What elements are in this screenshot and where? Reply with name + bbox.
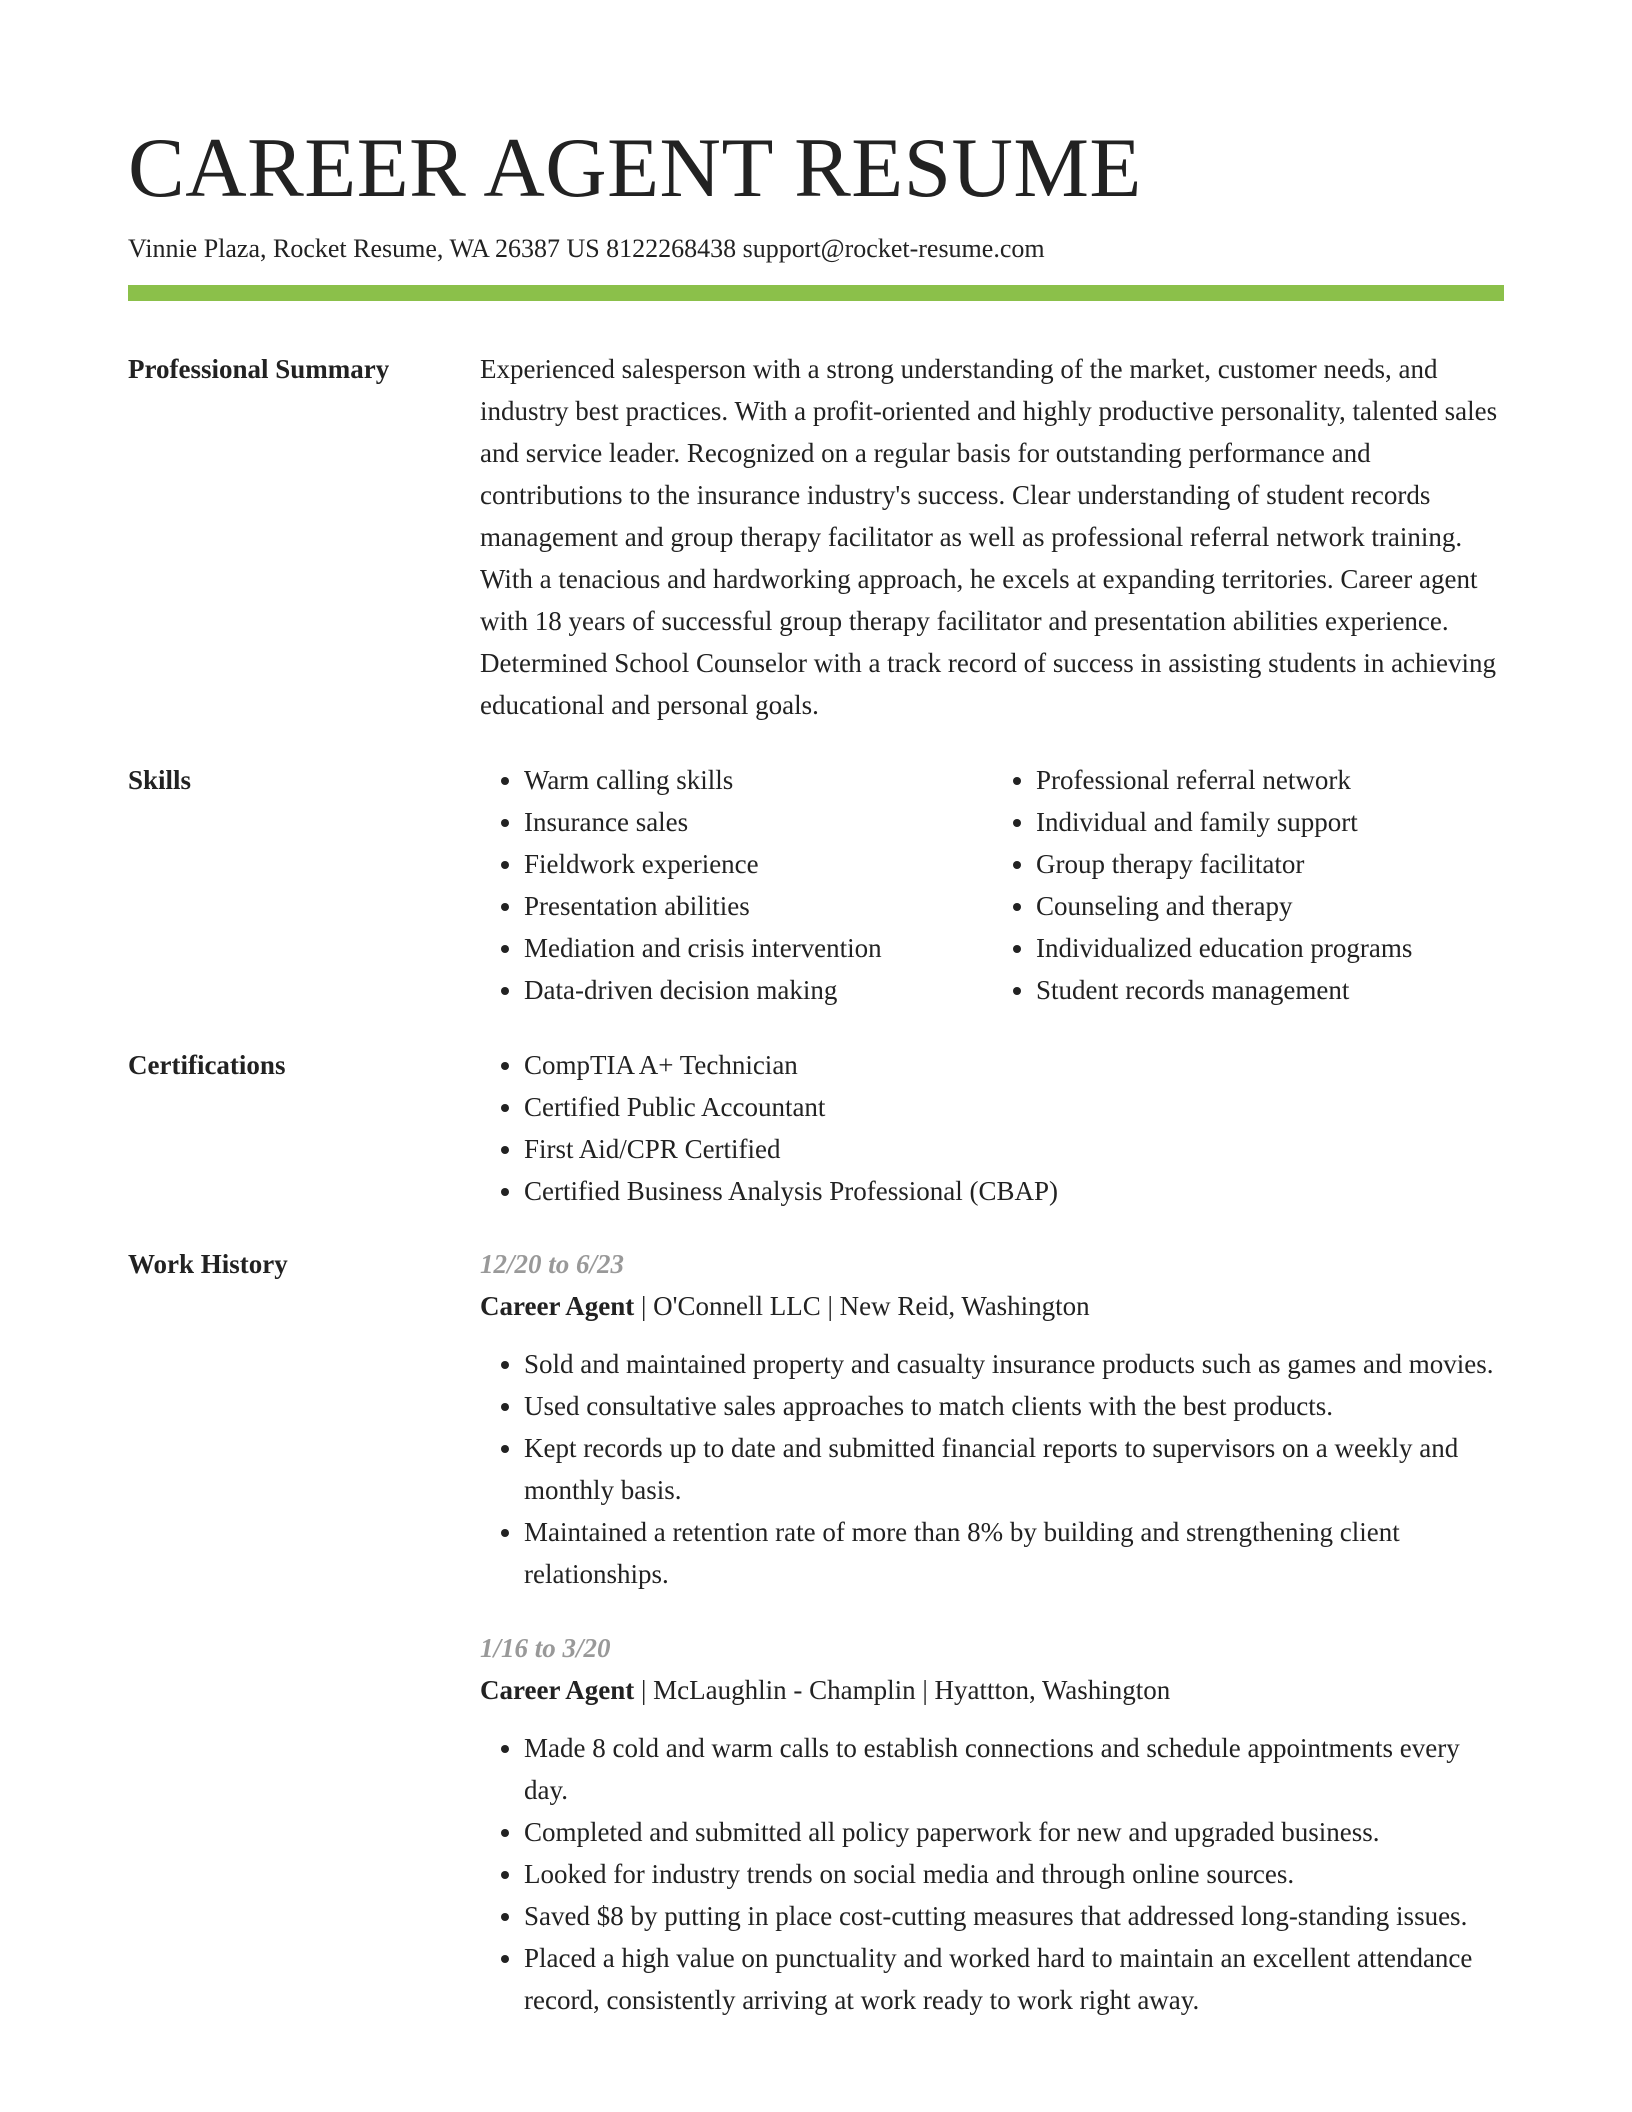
job-heading bbox=[480, 1285, 1504, 1327]
certification-item: • Certified Business Analysis Professional (CBAP) bbox=[524, 1170, 1504, 1212]
skill-item: • Data-driven decision making bbox=[524, 969, 992, 1011]
job-entry bbox=[480, 1627, 1504, 2021]
job-entry bbox=[480, 1243, 1504, 1595]
resume-title: CAREER AGENT RESUME bbox=[128, 121, 1142, 215]
certifications-list bbox=[480, 1044, 1504, 1212]
skills-list-left bbox=[480, 759, 992, 1011]
skill-item: • Student records management bbox=[1036, 969, 1504, 1011]
job-duty: • Completed and submitted all policy paperwork for new and upgraded business. bbox=[524, 1811, 1504, 1853]
skill-item: • Counseling and therapy bbox=[1036, 885, 1504, 927]
job-dates: 12/20 to 6/23 bbox=[480, 1249, 625, 1279]
accent-divider bbox=[128, 285, 1504, 301]
job-duties-list bbox=[480, 1727, 1504, 2021]
job-dates: 1/16 to 3/20 bbox=[480, 1633, 611, 1663]
job-duty: • Sold and maintained property and casualty insurance products such as games and movies. bbox=[524, 1343, 1504, 1385]
contact-line: Vinnie Plaza, Rocket Resume, WA 26387 US 8122268438 support@rocket-resume.com bbox=[128, 234, 1045, 263]
job-employer-location: | McLaughlin - Champlin | Hyattton, Washington bbox=[634, 1675, 1171, 1705]
skill-item: • Presentation abilities bbox=[524, 885, 992, 927]
skills-label: Skills bbox=[128, 765, 192, 795]
certifications-label: Certifications bbox=[128, 1050, 286, 1080]
job-heading bbox=[480, 1669, 1504, 1711]
certification-item: • Certified Public Accountant bbox=[524, 1086, 1504, 1128]
job-employer-location: | O'Connell LLC | New Reid, Washington bbox=[634, 1291, 1090, 1321]
skills-list-right bbox=[992, 759, 1504, 1011]
summary-text: Experienced salesperson with a strong understanding of the market, customer needs, and industry best practices. With a profit-oriented and highly productive personality, talented sales and service leader. Recognized on a regular basis for outstanding performance and contributions to the insurance industry's success. Clear understanding of student records management and group therapy facilitator as well as professional referral network training. With a tenacious and hardworking approach, he excels at expanding territories. Career agent with 18 years of successful group therapy facilitator and presentation abilities experience. Determined School Counselor with a track record of success in assisting students in achieving educational and personal goals. bbox=[480, 354, 1498, 720]
skill-item: • Individual and family support bbox=[1036, 801, 1504, 843]
certification-item: • CompTIA A+ Technician bbox=[524, 1044, 1504, 1086]
job-duty: • Used consultative sales approaches to match clients with the best products. bbox=[524, 1385, 1504, 1427]
skill-item: • Individualized education programs bbox=[1036, 927, 1504, 969]
job-duty: • Maintained a retention rate of more than 8% by building and strengthening client relationships. bbox=[524, 1511, 1504, 1595]
job-duty: • Kept records up to date and submitted financial reports to supervisors on a weekly and monthly basis. bbox=[524, 1427, 1504, 1511]
work-history-label: Work History bbox=[128, 1249, 288, 1279]
summary-label: Professional Summary bbox=[128, 354, 390, 384]
job-duties-list bbox=[480, 1343, 1504, 1595]
job-duty: • Saved $8 by putting in place cost-cutting measures that addressed long-standing issues. bbox=[524, 1895, 1504, 1937]
skill-item: • Professional referral network bbox=[1036, 759, 1504, 801]
skill-item: • Fieldwork experience bbox=[524, 843, 992, 885]
job-duty: • Looked for industry trends on social media and through online sources. bbox=[524, 1853, 1504, 1895]
skill-item: • Insurance sales bbox=[524, 801, 992, 843]
certification-item: • First Aid/CPR Certified bbox=[524, 1128, 1504, 1170]
job-title: Career Agent bbox=[480, 1675, 635, 1705]
skill-item: • Warm calling skills bbox=[524, 759, 992, 801]
skill-item: • Mediation and crisis intervention bbox=[524, 927, 992, 969]
skill-item: • Group therapy facilitator bbox=[1036, 843, 1504, 885]
job-duty: • Made 8 cold and warm calls to establish connections and schedule appointments every day. bbox=[524, 1727, 1504, 1811]
job-title: Career Agent bbox=[480, 1291, 635, 1321]
job-duty: • Placed a high value on punctuality and worked hard to maintain an excellent attendance record, consistently arriving at work ready to work right away. bbox=[524, 1937, 1504, 2021]
